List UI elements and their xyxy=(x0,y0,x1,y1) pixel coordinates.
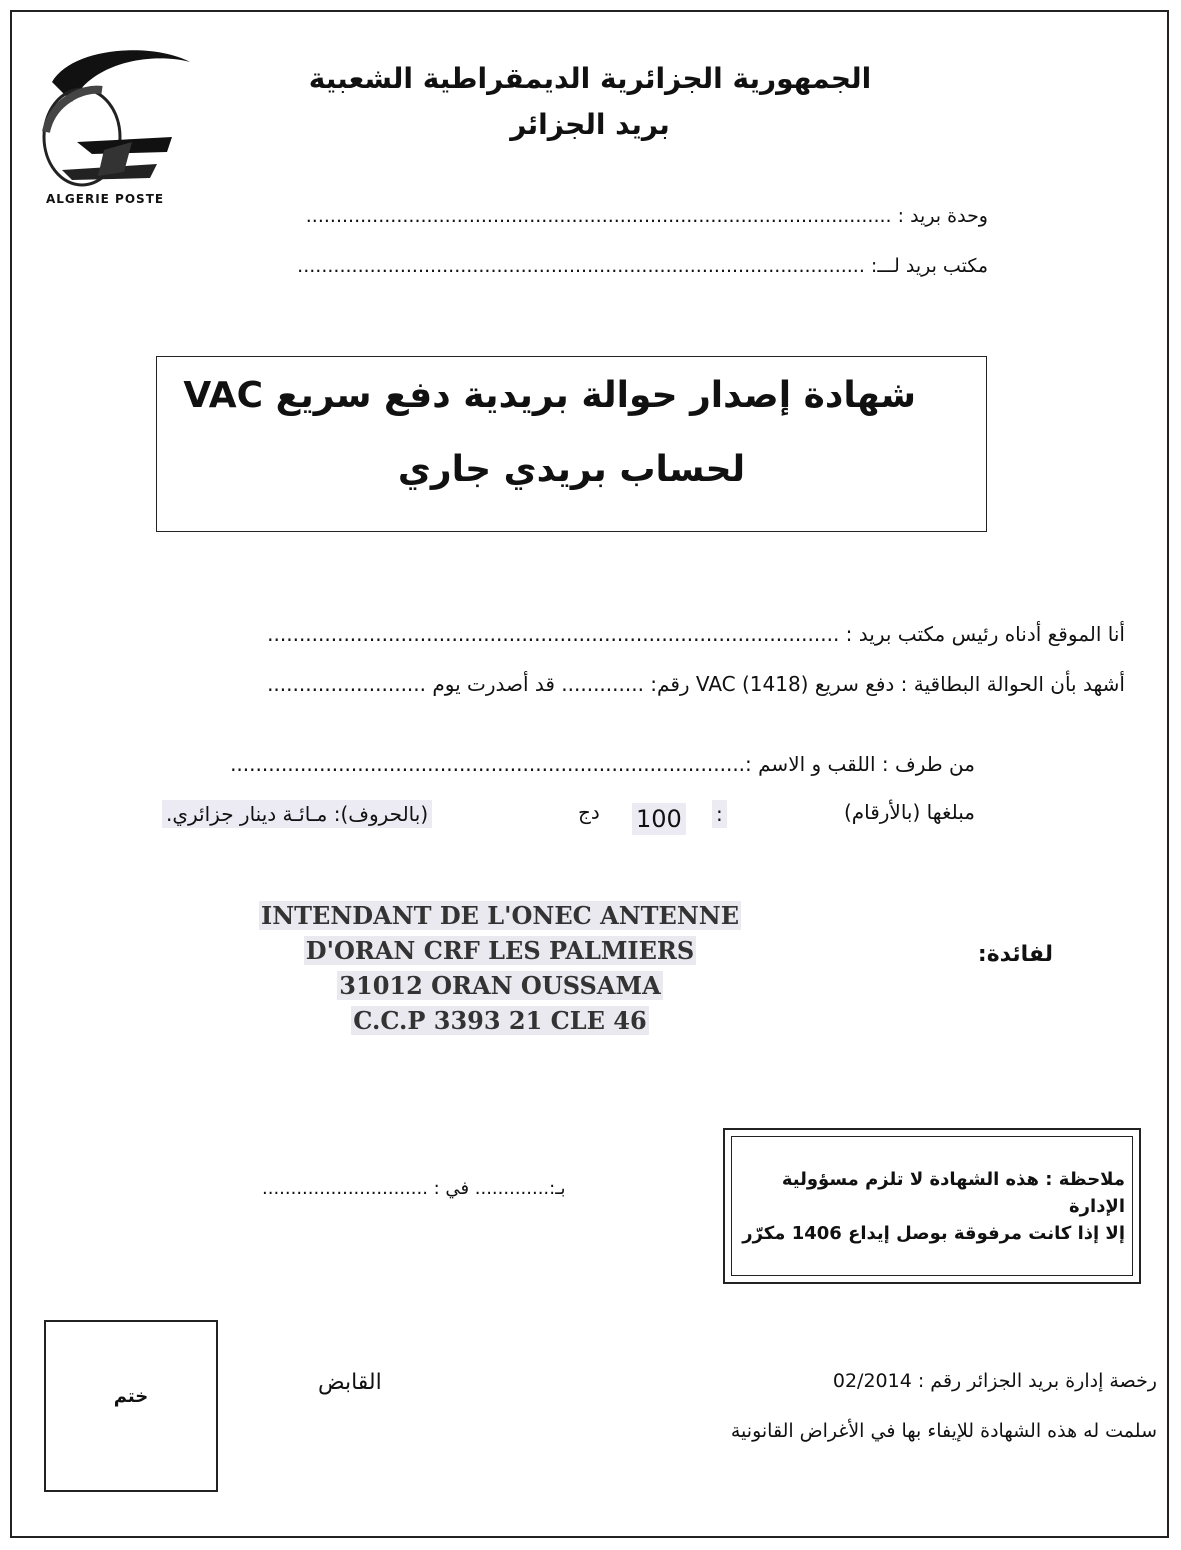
amount-colon: : xyxy=(712,800,727,828)
algerie-poste-logo xyxy=(32,42,192,212)
logo-emblem-icon xyxy=(32,42,192,192)
beneficiary-line: D'ORAN CRF LES PALMIERS xyxy=(305,936,695,965)
logo-text: ALGERIE POSTE xyxy=(46,192,165,206)
postal-unit-field: وحدة بريد : ................................................................................................. xyxy=(305,205,988,227)
amount-label: مبلغها (بالأرقام) xyxy=(843,800,975,824)
beneficiary-line: C.C.P 3393 21 CLE 46 xyxy=(353,1006,647,1035)
title-box xyxy=(156,356,987,532)
amount-currency: دج xyxy=(578,800,600,824)
place-date-line: بـ:............. في : ............................. xyxy=(262,1178,566,1199)
beneficiary-line: 31012 ORAN OUSSAMA xyxy=(339,971,661,1000)
title-line-1: شهادة إصدار حوالة بريدية دفع سريع VAC xyxy=(183,375,916,416)
beneficiary-block xyxy=(240,898,760,1038)
header-republic: الجمهورية الجزائرية الديمقراطية الشعبية xyxy=(308,62,872,95)
stamp-box xyxy=(44,1320,218,1492)
amount-words: (بالحروف): مـائـة دينار جزائري. xyxy=(162,800,432,828)
signatory-line: أنا الموقع أدناه رئيس مكتب بريد : .......................................................................................... xyxy=(267,622,1125,646)
license-line: رخصة إدارة بريد الجزائر رقم : 02/2014 xyxy=(832,1370,1157,1392)
note-line-1: ملاحظة : هذه الشهادة لا تلزم مسؤولية الإدارة xyxy=(781,1169,1125,1217)
beneficiary-label: لفائدة: xyxy=(977,942,1053,967)
header-organization: بريد الجزائر xyxy=(510,108,670,141)
delivery-statement: سلمت له هذه الشهادة للإيفاء بها في الأغراض القانونية xyxy=(730,1420,1157,1442)
note-text xyxy=(725,1166,1125,1247)
cashier-label: القابض xyxy=(318,1370,382,1395)
stamp-label: ختم xyxy=(113,1386,149,1407)
post-office-field: مكتب بريد لـــ: .............................................................................................. xyxy=(297,255,988,277)
title-line-2: لحساب بريدي جاري xyxy=(397,449,746,490)
amount-digits: 100 xyxy=(632,803,686,835)
sender-line: من طرف : اللقب و الاسم :................................................................................. xyxy=(230,752,975,776)
beneficiary-line: INTENDANT DE L'ONEC ANTENNE xyxy=(261,901,739,930)
certification-line: أشهد بأن الحوالة البطاقية : دفع سريع VAC (1418) رقم: ............. قد أصدرت يوم ......................... xyxy=(267,672,1125,696)
note-line-2: إلا إذا كانت مرفوقة بوصل إيداع 1406 مكرّر xyxy=(742,1223,1125,1244)
note-box xyxy=(723,1128,1141,1284)
